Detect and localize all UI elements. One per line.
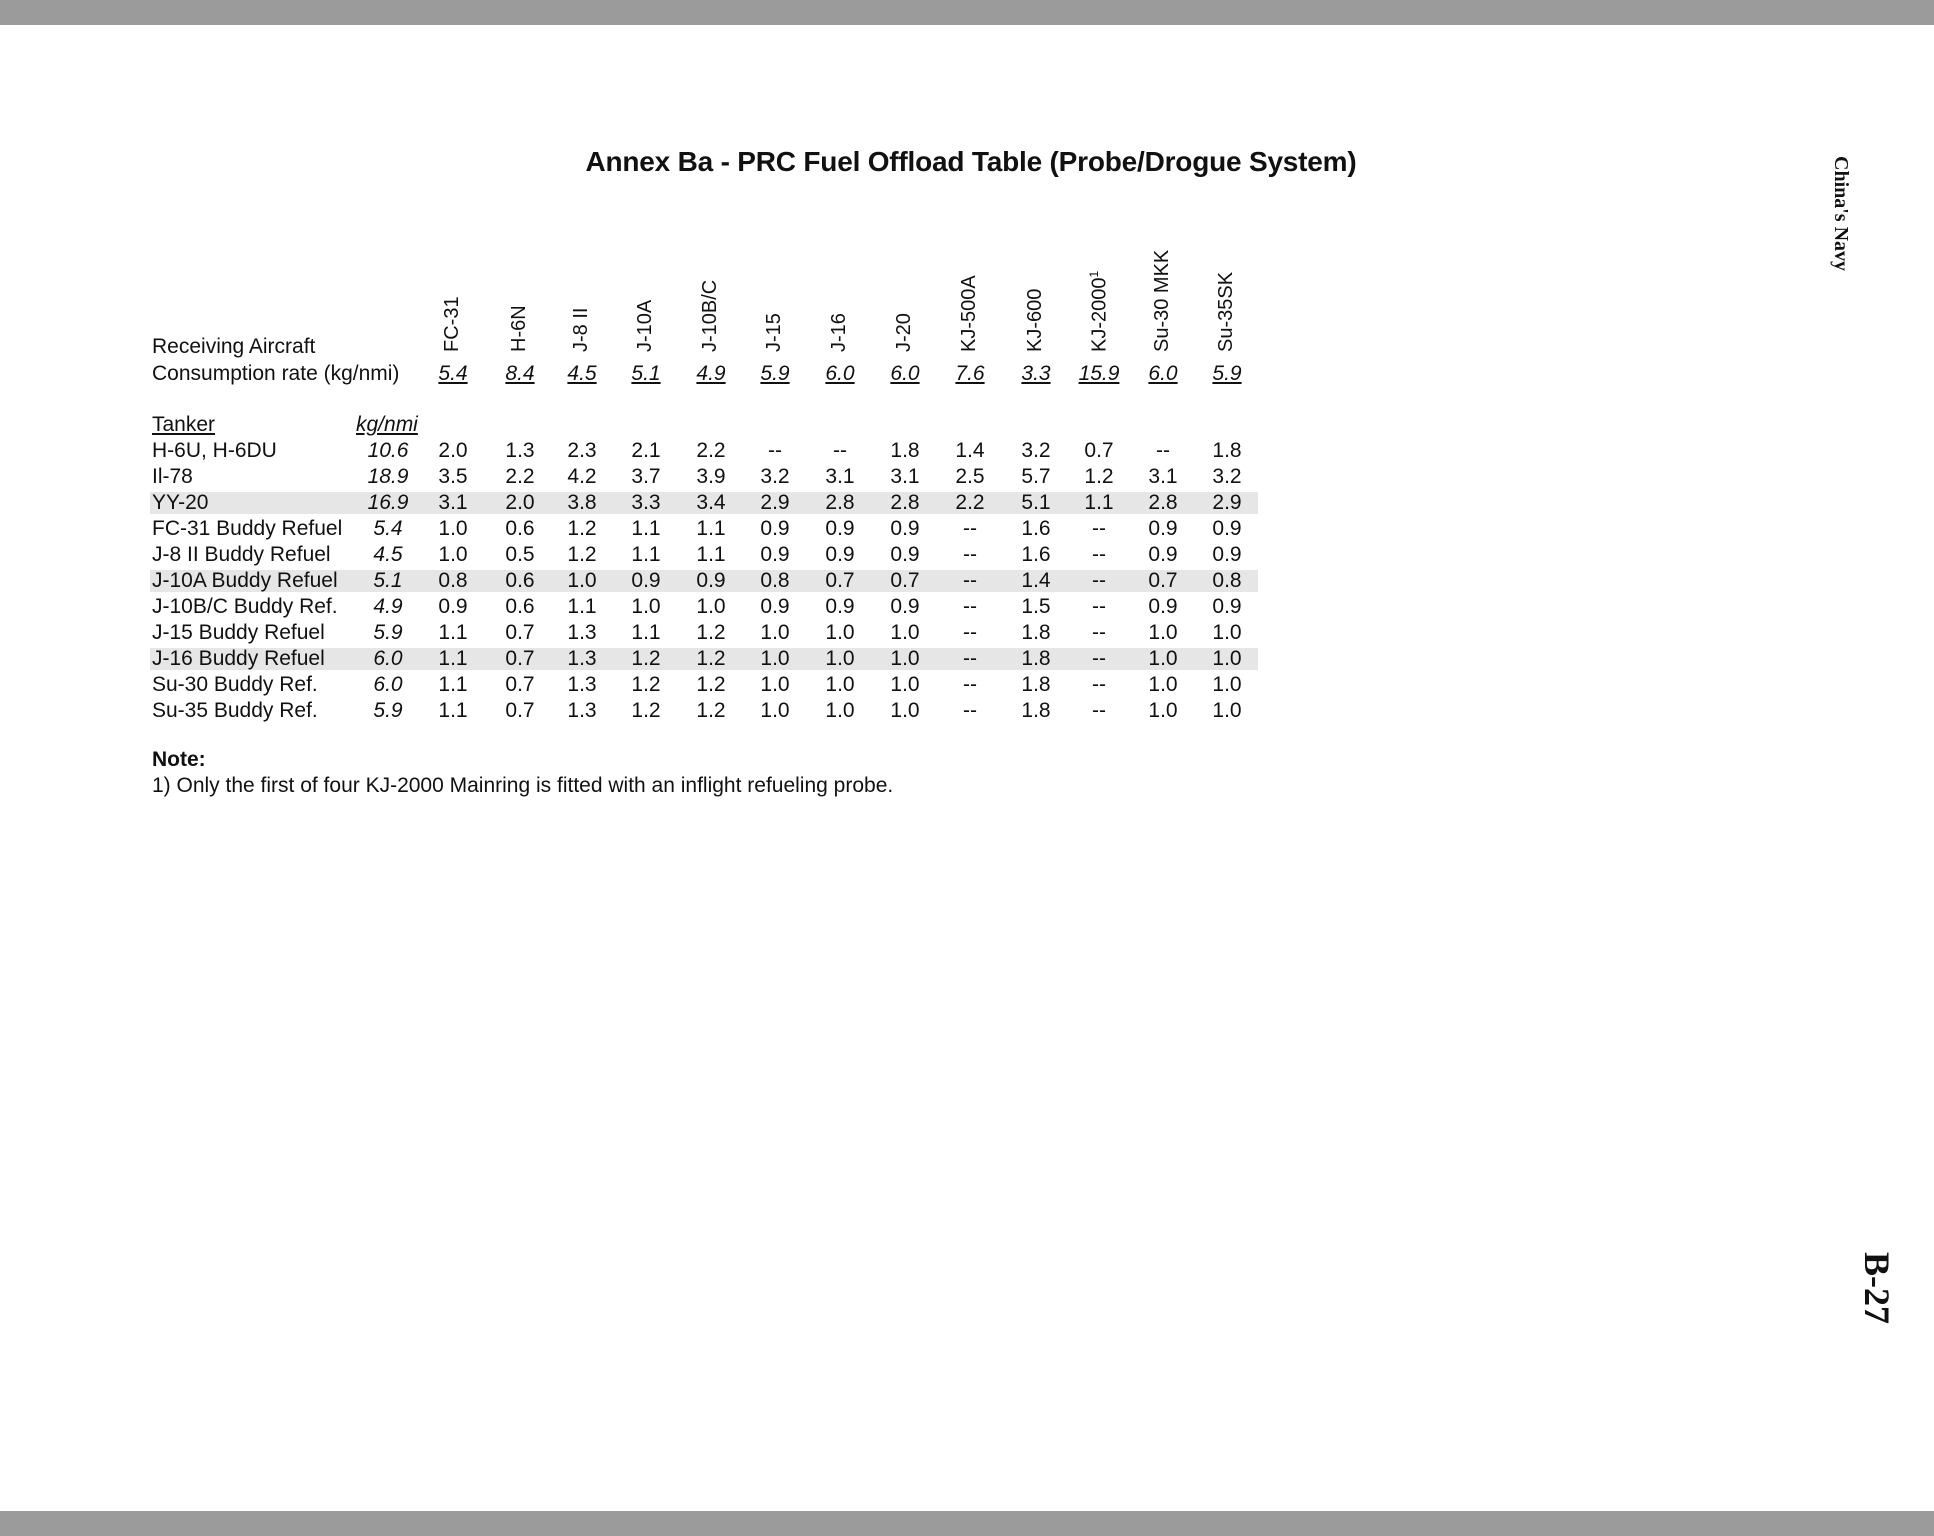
offload-value: 2.2 [505, 465, 535, 488]
offload-value: 3.2 [1212, 465, 1242, 488]
offload-value: 0.9 [1212, 595, 1242, 618]
offload-value: 3.9 [696, 465, 726, 488]
offload-value: 3.2 [760, 465, 790, 488]
offload-value: 1.4 [1021, 569, 1051, 592]
offload-value: 0.9 [890, 595, 920, 618]
tanker-name: H-6U, H-6DU [152, 439, 277, 462]
offload-value: 2.2 [696, 439, 726, 462]
offload-value: 2.8 [1148, 491, 1178, 514]
offload-value: 1.2 [696, 647, 726, 670]
offload-value: 0.9 [631, 569, 661, 592]
column-header-j-8-ii: J-8 II [570, 307, 592, 352]
offload-value: -- [1092, 621, 1106, 644]
offload-value: 0.6 [505, 595, 535, 618]
offload-value: 3.7 [631, 465, 661, 488]
column-header-h-6n: H-6N [508, 305, 530, 352]
offload-value: 1.0 [890, 621, 920, 644]
column-header-j-20: J-20 [893, 313, 915, 352]
tanker-rate: 5.9 [373, 699, 403, 722]
offload-value: -- [1092, 543, 1106, 566]
tanker-header: Tanker [152, 413, 216, 436]
offload-value: -- [1092, 647, 1106, 670]
offload-value: -- [963, 647, 977, 670]
offload-value: 1.2 [631, 673, 661, 696]
offload-value: -- [963, 699, 977, 722]
offload-value: 1.0 [760, 699, 790, 722]
offload-value: 1.1 [631, 543, 661, 566]
offload-value: 1.0 [631, 595, 661, 618]
offload-value: 2.8 [825, 491, 855, 514]
offload-value: 0.6 [505, 517, 535, 540]
consumption-rate-fc-31: 5.4 [438, 362, 468, 385]
offload-value: 3.4 [696, 491, 726, 514]
offload-value: 1.0 [825, 673, 855, 696]
offload-value: 1.1 [696, 543, 726, 566]
offload-value: -- [1092, 595, 1106, 618]
tanker-name: J-10A Buddy Refuel [152, 569, 338, 592]
tanker-name: FC-31 Buddy Refuel [152, 517, 343, 540]
offload-value: 0.7 [505, 699, 535, 722]
column-header-kj-500a: KJ-500A [958, 275, 980, 352]
offload-value: 1.0 [1212, 647, 1242, 670]
offload-value: 3.2 [1021, 439, 1051, 462]
offload-value: 0.7 [505, 621, 535, 644]
offload-value: 1.4 [955, 439, 985, 462]
offload-value: -- [1092, 673, 1106, 696]
tanker-rate: 18.9 [367, 465, 409, 488]
offload-value: 1.5 [1021, 595, 1051, 618]
offload-value: 4.2 [567, 465, 597, 488]
offload-value: 1.0 [696, 595, 726, 618]
offload-value: 3.1 [825, 465, 855, 488]
offload-value: 1.1 [696, 517, 726, 540]
offload-value: 2.3 [567, 439, 597, 462]
tanker-name: J-16 Buddy Refuel [152, 647, 325, 670]
offload-value: 1.6 [1021, 543, 1051, 566]
offload-value: 1.0 [1148, 699, 1178, 722]
offload-value: 1.2 [567, 543, 597, 566]
tanker-name: Su-30 Buddy Ref. [152, 673, 318, 696]
offload-value: 0.7 [505, 673, 535, 696]
consumption-rate-j-15: 5.9 [760, 362, 790, 385]
offload-value: 2.1 [631, 439, 661, 462]
offload-value: 1.3 [567, 647, 597, 670]
offload-value: 1.2 [631, 699, 661, 722]
offload-value: -- [1092, 569, 1106, 592]
tanker-rate: 6.0 [373, 673, 403, 696]
note-title: Note: [152, 748, 206, 771]
offload-value: 2.9 [1212, 491, 1242, 514]
offload-value: 0.9 [825, 517, 855, 540]
offload-value: -- [963, 621, 977, 644]
offload-value: 1.8 [890, 439, 920, 462]
offload-value: 1.2 [696, 699, 726, 722]
offload-value: 1.2 [696, 621, 726, 644]
receiving-aircraft-label: Receiving Aircraft [152, 335, 316, 358]
column-header-su-30-mkk: Su-30 MKK [1151, 249, 1173, 352]
offload-value: 1.8 [1021, 699, 1051, 722]
consumption-rate-j-10a: 5.1 [631, 362, 661, 385]
offload-value: 1.1 [438, 621, 468, 644]
note-text: 1) Only the first of four KJ-2000 Mainring is fitted with an inflight refueling probe. [152, 774, 894, 797]
consumption-rate-kj-500a: 7.6 [955, 362, 985, 385]
offload-value: 1.8 [1021, 647, 1051, 670]
offload-value: 1.0 [890, 673, 920, 696]
offload-value: 0.9 [760, 543, 790, 566]
tanker-rate: 4.9 [373, 595, 403, 618]
offload-value: 1.3 [567, 699, 597, 722]
tanker-name: Il-78 [152, 465, 193, 488]
tanker-name: J-15 Buddy Refuel [152, 621, 325, 644]
page-number: B-27 [1857, 1252, 1897, 1324]
offload-value: 0.8 [760, 569, 790, 592]
column-header-su-35sk: Su-35SK [1215, 271, 1237, 352]
offload-value: 0.7 [505, 647, 535, 670]
offload-value: 1.0 [567, 569, 597, 592]
offload-value: 1.6 [1021, 517, 1051, 540]
offload-value: 1.3 [567, 673, 597, 696]
consumption-rate-j-20: 6.0 [890, 362, 920, 385]
consumption-rate-kj-2000: 15.9 [1078, 362, 1120, 385]
offload-value: -- [963, 517, 977, 540]
page-title: Annex Ba - PRC Fuel Offload Table (Probe/Drogue System) [585, 146, 1357, 177]
offload-value: 1.0 [825, 699, 855, 722]
offload-value: 0.9 [825, 543, 855, 566]
column-header-j-16: J-16 [828, 313, 850, 352]
offload-value: 1.1 [1084, 491, 1114, 514]
tanker-rate: 5.9 [373, 621, 403, 644]
offload-value: 1.1 [438, 699, 468, 722]
offload-value: 1.8 [1021, 673, 1051, 696]
offload-value: 1.2 [1084, 465, 1114, 488]
offload-value: 1.0 [1148, 673, 1178, 696]
offload-value: 0.9 [890, 517, 920, 540]
consumption-rate-kj-600: 3.3 [1021, 362, 1051, 385]
offload-value: 0.8 [1212, 569, 1242, 592]
offload-value: 0.7 [1084, 439, 1114, 462]
offload-value: 1.2 [631, 647, 661, 670]
column-header-kj-2000: KJ-2000$^1$ [1087, 270, 1111, 352]
consumption-rate-su-30-mkk: 6.0 [1148, 362, 1178, 385]
offload-value: 1.1 [631, 517, 661, 540]
offload-value: 1.8 [1212, 439, 1242, 462]
offload-value: 0.6 [505, 569, 535, 592]
offload-value: -- [963, 569, 977, 592]
offload-value: 1.1 [438, 673, 468, 696]
offload-value: 1.0 [1148, 621, 1178, 644]
offload-value: 1.2 [696, 673, 726, 696]
tanker-name: J-10B/C Buddy Ref. [152, 595, 338, 618]
offload-value: 2.0 [438, 439, 468, 462]
offload-value: -- [768, 439, 782, 462]
column-header-j-10a: J-10A [634, 299, 656, 352]
offload-value: 5.7 [1021, 465, 1051, 488]
offload-value: 1.0 [760, 621, 790, 644]
offload-value: 0.7 [890, 569, 920, 592]
offload-value: -- [1092, 517, 1106, 540]
offload-value: 3.8 [567, 491, 597, 514]
offload-value: 1.0 [890, 699, 920, 722]
consumption-rate-h-6n: 8.4 [505, 362, 535, 385]
offload-value: 2.9 [760, 491, 790, 514]
offload-value: 1.0 [825, 621, 855, 644]
offload-value: 1.1 [438, 647, 468, 670]
bottom-border-bar [0, 1511, 1934, 1536]
offload-value: 1.0 [825, 647, 855, 670]
offload-value: 0.7 [1148, 569, 1178, 592]
consumption-rate-label: Consumption rate (kg/nmi) [152, 362, 400, 385]
offload-value: 3.1 [1148, 465, 1178, 488]
offload-value: 1.0 [760, 647, 790, 670]
offload-value: 3.5 [438, 465, 468, 488]
offload-value: 1.1 [631, 621, 661, 644]
offload-value: 0.9 [825, 595, 855, 618]
offload-value: 3.1 [438, 491, 468, 514]
consumption-rate-j-16: 6.0 [825, 362, 855, 385]
offload-value: 0.9 [696, 569, 726, 592]
tanker-name: J-8 II Buddy Refuel [152, 543, 331, 566]
offload-value: -- [1092, 699, 1106, 722]
offload-value: 3.1 [890, 465, 920, 488]
offload-value: 2.8 [890, 491, 920, 514]
offload-value: 1.0 [1212, 673, 1242, 696]
offload-value: 1.8 [1021, 621, 1051, 644]
tanker-rate: 4.5 [373, 543, 403, 566]
offload-value: 1.2 [567, 517, 597, 540]
column-header-fc-31: FC-31 [441, 296, 463, 352]
offload-value: 1.0 [1212, 621, 1242, 644]
offload-value: 0.5 [505, 543, 535, 566]
column-header-j-10b-c: J-10B/C [699, 279, 721, 352]
tanker-name: YY-20 [152, 491, 209, 514]
offload-value: 1.3 [567, 621, 597, 644]
offload-value: 0.9 [1212, 517, 1242, 540]
offload-value: 0.7 [825, 569, 855, 592]
offload-value: -- [963, 595, 977, 618]
offload-value: 0.9 [760, 517, 790, 540]
offload-value: -- [1156, 439, 1170, 462]
offload-value: 1.0 [890, 647, 920, 670]
tanker-name: Su-35 Buddy Ref. [152, 699, 318, 722]
tanker-rate-header: kg/nmi [356, 413, 418, 436]
consumption-rate-su-35sk: 5.9 [1212, 362, 1242, 385]
sidebar-section-label: China's Navy [1830, 156, 1852, 272]
offload-value: 0.9 [1148, 543, 1178, 566]
tanker-rate: 5.4 [373, 517, 403, 540]
consumption-rate-j-8-ii: 4.5 [567, 362, 597, 385]
offload-value: 0.9 [890, 543, 920, 566]
offload-value: 1.0 [1212, 699, 1242, 722]
offload-value: 0.9 [438, 595, 468, 618]
offload-value: 1.3 [505, 439, 535, 462]
offload-value: 1.0 [438, 543, 468, 566]
tanker-rate: 16.9 [367, 491, 409, 514]
offload-value: -- [833, 439, 847, 462]
column-header-j-15: J-15 [763, 313, 785, 352]
tanker-rate: 10.6 [367, 439, 409, 462]
tanker-rate: 6.0 [373, 647, 403, 670]
offload-value: 2.2 [955, 491, 985, 514]
offload-value: 3.3 [631, 491, 661, 514]
consumption-rate-j-10b-c: 4.9 [696, 362, 726, 385]
offload-value: 1.0 [760, 673, 790, 696]
offload-value: 0.9 [1148, 517, 1178, 540]
offload-value: 5.1 [1021, 491, 1051, 514]
offload-value: -- [963, 543, 977, 566]
offload-value: 2.0 [505, 491, 535, 514]
offload-value: 2.5 [955, 465, 985, 488]
column-header-kj-600: KJ-600 [1024, 288, 1046, 352]
offload-value: 0.9 [1212, 543, 1242, 566]
offload-value: 0.8 [438, 569, 468, 592]
offload-value: 0.9 [1148, 595, 1178, 618]
offload-value: 0.9 [760, 595, 790, 618]
offload-value: 1.1 [567, 595, 597, 618]
tanker-rate: 5.1 [373, 569, 403, 592]
offload-value: 1.0 [438, 517, 468, 540]
offload-value: -- [963, 673, 977, 696]
offload-value: 1.0 [1148, 647, 1178, 670]
top-border-bar [0, 0, 1934, 25]
